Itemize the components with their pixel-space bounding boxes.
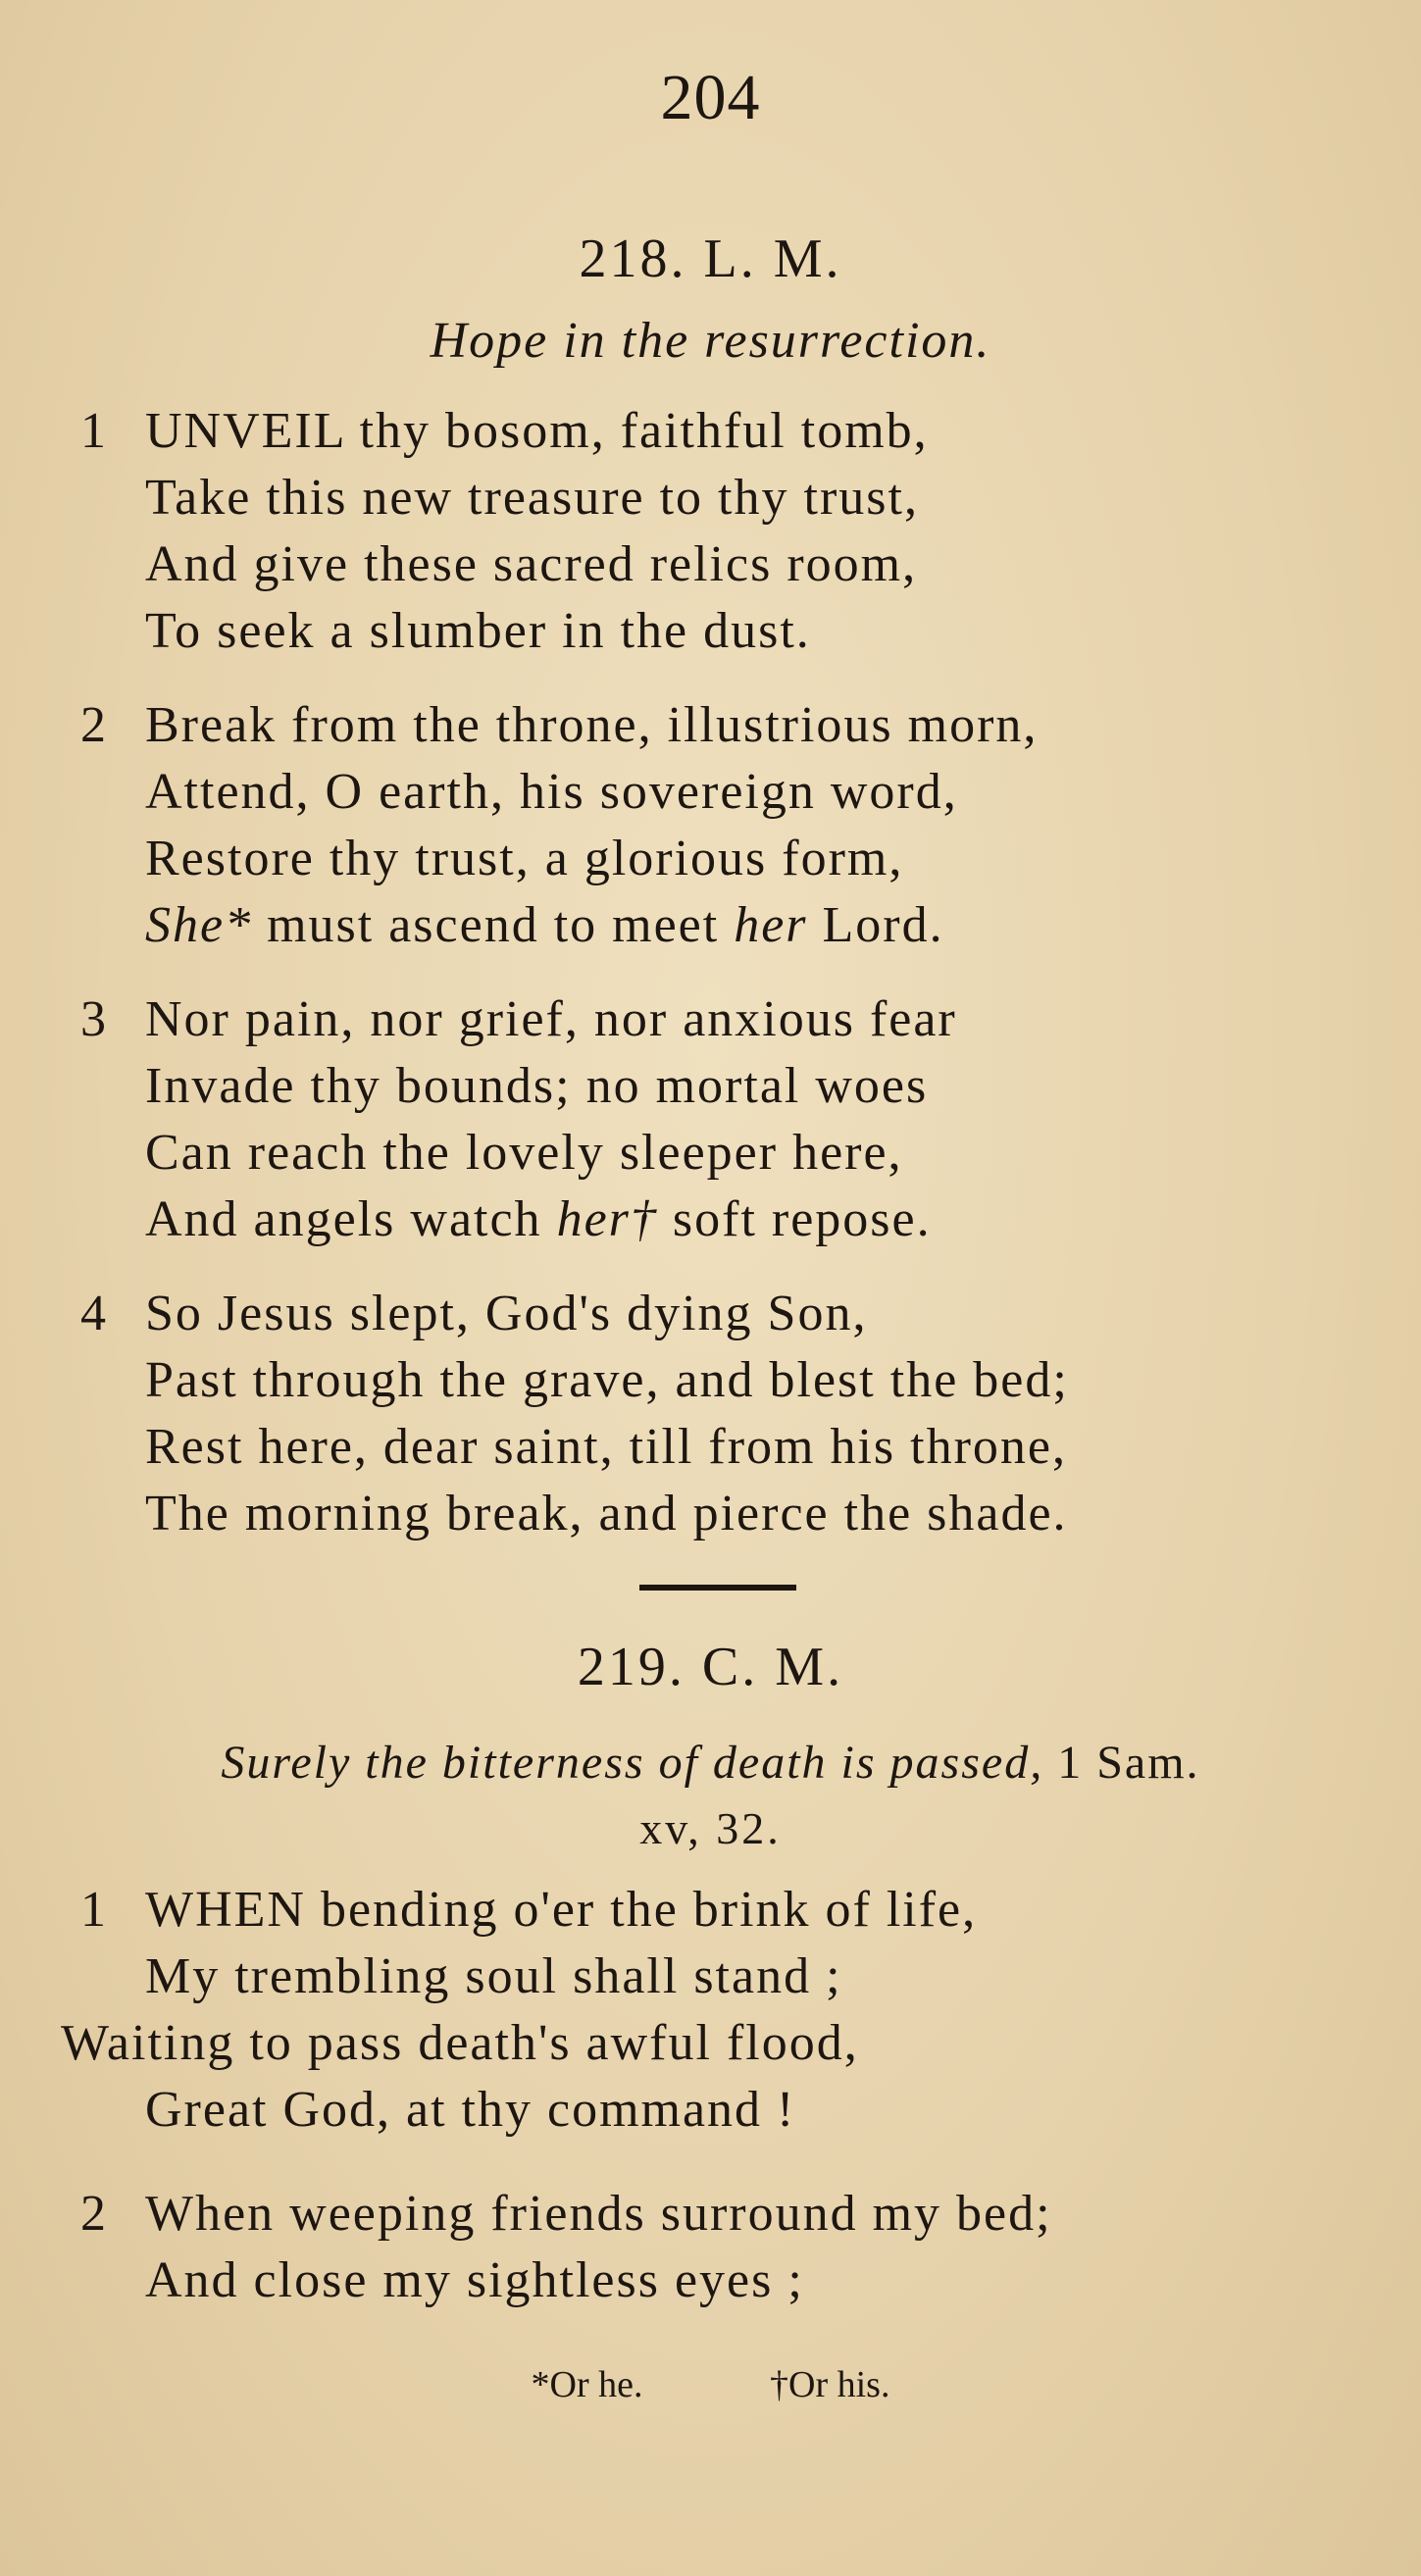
verse-line [145, 896, 944, 954]
stanza-number: 1 [80, 403, 106, 459]
verse-line [145, 1190, 932, 1248]
verse-line: Break from the throne, illustrious morn, [145, 697, 1039, 753]
stanza-number: 2 [80, 697, 106, 753]
title-text: Surely the bitterness of death is passed, [221, 1737, 1044, 1789]
verse-line: Attend, O earth, his sovereign word, [145, 764, 958, 820]
verse-text: And angels watch [145, 1191, 542, 1247]
verse-line: Rest here, dear saint, till from his throne, [145, 1419, 1068, 1475]
section-divider [639, 1585, 796, 1591]
stanza-number: 1 [80, 1882, 106, 1938]
verse-line: Can reach the lovely sleeper here, [145, 1125, 903, 1181]
verse-line: Great God, at thy command ! [145, 2082, 796, 2138]
italic-word: her [734, 897, 808, 953]
hymn-218-header: 218. L. M. [579, 228, 842, 289]
stanza-number: 4 [80, 1286, 106, 1341]
verse-line: UNVEIL thy bosom, faithful tomb, [145, 403, 929, 459]
page-number: 204 [660, 62, 761, 133]
verse-line: Take this new treasure to thy trust, [145, 470, 919, 526]
verse-line: WHEN bending o'er the brink of life, [145, 1882, 978, 1938]
verse-line: The morning break, and pierce the shade. [145, 1486, 1068, 1541]
verse-text: must ascend to meet [267, 897, 720, 953]
footnotes [0, 2363, 1421, 2406]
footnote: *Or he. [531, 2364, 643, 2405]
footnote: †Or his. [770, 2364, 890, 2405]
verse-line: Waiting to pass death's awful flood, [61, 2015, 859, 2071]
hymn-219-header: 219. C. M. [577, 1637, 844, 1697]
verse-line: So Jesus slept, God's dying Son, [145, 1286, 868, 1341]
verse-text: Lord. [822, 897, 944, 953]
verse-line: And close my sightless eyes ; [145, 2252, 804, 2308]
verse-line: Past through the grave, and blest the bed; [145, 1352, 1069, 1408]
verse-line: My trembling soul shall stand ; [145, 1948, 842, 2004]
stanza-number: 2 [80, 2186, 106, 2242]
hymn-219-title [0, 1736, 1421, 1790]
stanza-number: 3 [80, 991, 106, 1047]
verse-line: Restore thy trust, a glorious form, [145, 831, 904, 886]
verse-line: To seek a slumber in the dust. [145, 603, 811, 659]
title-reference: 1 Sam. [1057, 1737, 1200, 1789]
verse-line: Invade thy bounds; no mortal woes [145, 1058, 929, 1114]
hymn-218-title: Hope in the resurrection. [430, 313, 991, 369]
hymn-219-title-ref: xv, 32. [639, 1803, 782, 1853]
italic-word: her† [556, 1191, 658, 1247]
verse-line: Nor pain, nor grief, nor anxious fear [145, 991, 957, 1047]
italic-word: She* [145, 897, 253, 953]
verse-line: And give these sacred relics room, [145, 536, 918, 592]
verse-text: soft repose. [672, 1191, 932, 1247]
verse-line: When weeping friends surround my bed; [145, 2186, 1052, 2242]
